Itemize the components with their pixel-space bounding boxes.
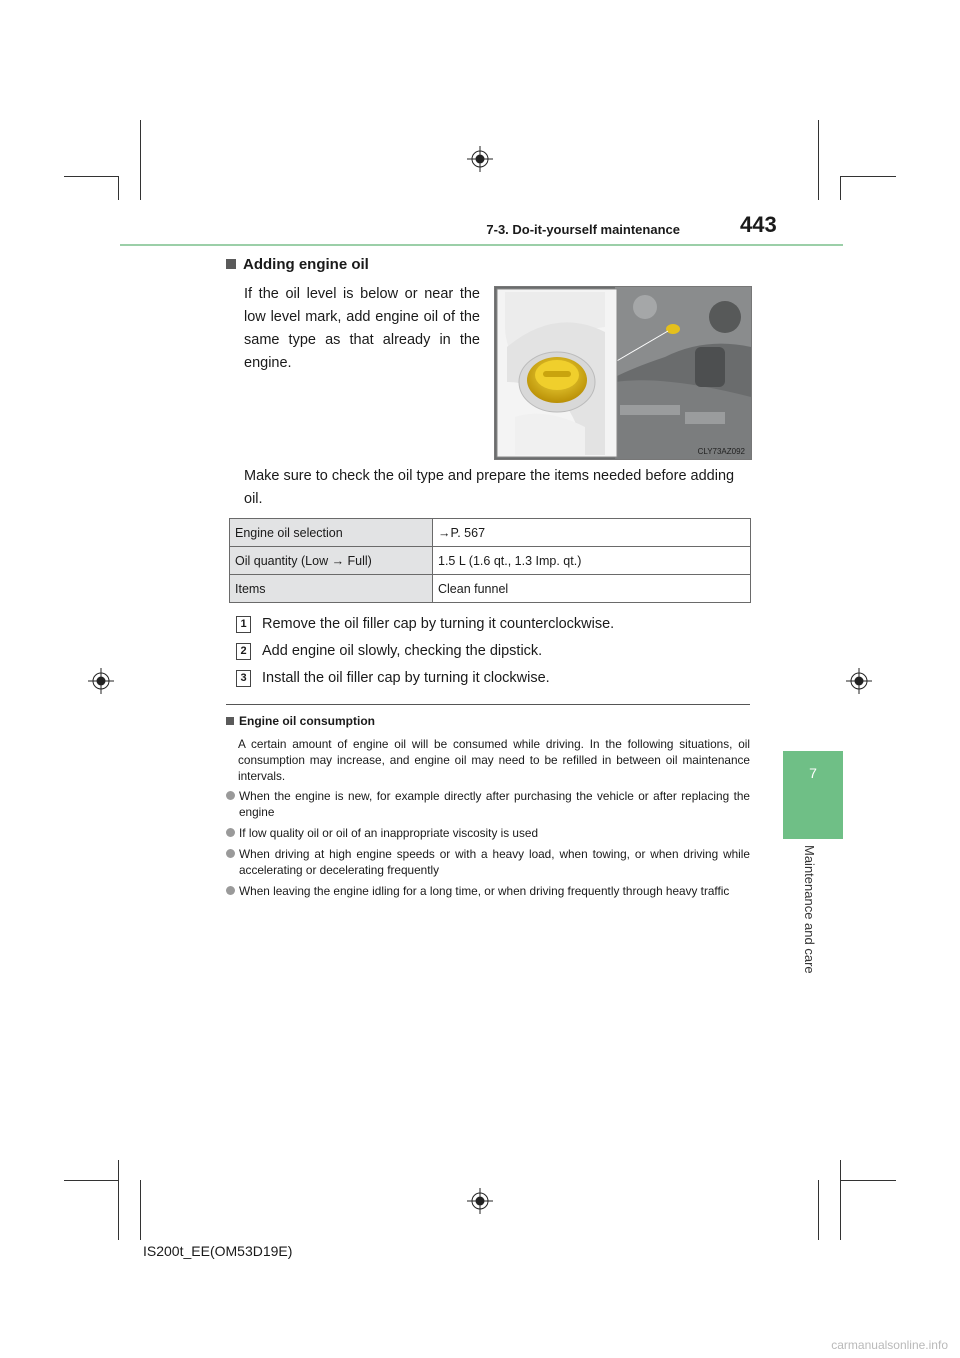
registration-mark-icon [88, 668, 114, 694]
oil-filler-cap-illustration [495, 287, 751, 459]
registration-mark-icon [467, 1188, 493, 1214]
list-item [226, 883, 750, 899]
list-item [226, 846, 750, 878]
step-number: 3 [236, 670, 251, 687]
info-heading [226, 714, 375, 728]
figure-code: CLY73AZ092 [697, 447, 745, 456]
step-text: Add engine oil slowly, checking the dipstick. [262, 643, 543, 659]
table-cell-value: 1.5 L (1.6 qt., 1.3 Imp. qt.) [433, 547, 751, 575]
list-item [226, 825, 750, 841]
oil-spec-table [229, 518, 751, 603]
list-item-text: If low quality oil or oil of an inappropriate viscosity is used [239, 826, 539, 840]
info-divider [226, 704, 750, 705]
list-item-text: When driving at high engine speeds or with a heavy load, when towing, or when driving while accelerating or decelerating frequently [239, 847, 750, 877]
registration-mark-icon [846, 668, 872, 694]
watermark: carmanualsonline.info [831, 1338, 948, 1352]
list-item-text: When leaving the engine idling for a long time, or when driving frequently through heavy traffic [239, 884, 730, 898]
document-id: IS200t_EE(OM53D19E) [143, 1243, 293, 1259]
note-paragraph: Make sure to check the oil type and prepare the items needed before adding oil. [244, 468, 735, 507]
table-row [230, 519, 751, 547]
round-bullet-icon [226, 849, 235, 858]
list-item [226, 788, 750, 820]
step-item [236, 670, 550, 687]
square-bullet-icon [226, 717, 234, 725]
registration-mark-icon [467, 146, 493, 172]
step-text: Install the oil filler cap by turning it clockwise. [262, 670, 550, 686]
page-number: 443 [740, 212, 777, 237]
table-cell-label: Engine oil selection [230, 519, 433, 547]
table-row [230, 547, 751, 575]
table-cell-label: Items [230, 575, 433, 603]
chapter-title: Maintenance and care [802, 845, 817, 974]
list-item-text: When the engine is new, for example directly after purchasing the vehicle or after replacing the engine [239, 789, 750, 819]
info-paragraph: A certain amount of engine oil will be consumed while driving. In the following situations, oil consumption may increase, and engine oil may need to be refilled in between oil maintenance intervals. [238, 737, 750, 783]
section-heading-text: Adding engine oil [243, 256, 369, 273]
table-cell-value: →P. 567 [433, 519, 751, 547]
header-section-title: 7-3. Do-it-yourself maintenance [486, 222, 680, 237]
step-number: 2 [236, 643, 251, 660]
header-divider [120, 244, 843, 246]
round-bullet-icon [226, 791, 235, 800]
square-bullet-icon [226, 259, 236, 269]
step-text: Remove the oil filler cap by turning it counterclockwise. [262, 616, 615, 632]
section-heading [226, 256, 369, 273]
chapter-tab [783, 751, 843, 839]
intro-paragraph: If the oil level is below or near the low level mark, add engine oil of the same type as that already in the engine. [244, 286, 480, 371]
round-bullet-icon [226, 828, 235, 837]
round-bullet-icon [226, 886, 235, 895]
engine-bay-illustration [494, 286, 752, 460]
table-cell-label: Oil quantity (Low → Full) [230, 547, 433, 575]
table-row [230, 575, 751, 603]
step-item [236, 616, 614, 633]
info-heading-text: Engine oil consumption [239, 714, 375, 728]
chapter-number: 7 [809, 765, 817, 781]
table-cell-value: Clean funnel [433, 575, 751, 603]
step-item [236, 643, 542, 660]
step-number: 1 [236, 616, 251, 633]
